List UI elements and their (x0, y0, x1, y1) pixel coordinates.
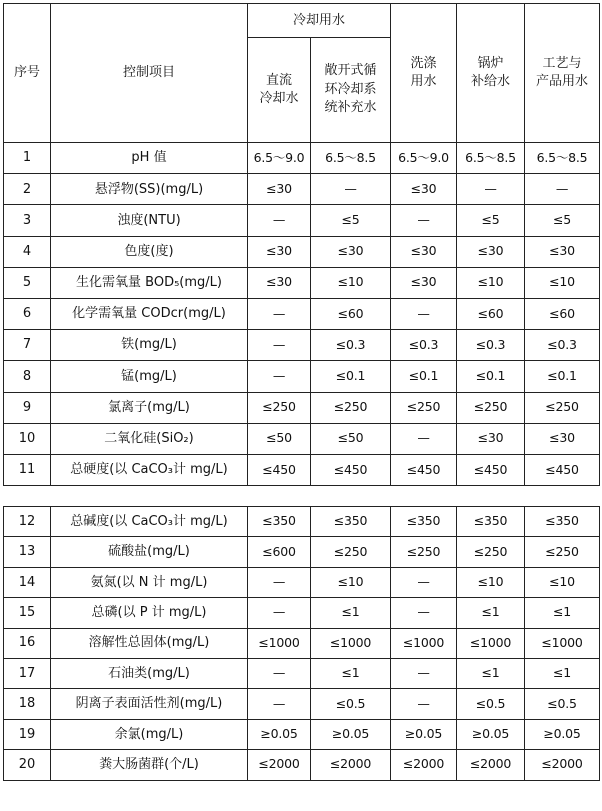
direct-cooling-value: — (248, 330, 311, 361)
process-value: ≤30 (525, 236, 600, 267)
boiler-value: ≤250 (457, 392, 525, 423)
direct-cooling-value: ≤350 (248, 507, 311, 537)
table-row (4, 598, 600, 628)
header-washing-water: 洗涤 用水 (391, 4, 457, 143)
direct-cooling-value: ≤250 (248, 392, 311, 423)
control-item: 铁(mg/L) (51, 330, 248, 361)
washing-value: — (391, 689, 457, 719)
boiler-value: ≤0.3 (457, 330, 525, 361)
washing-value: — (391, 567, 457, 597)
table-row (4, 330, 600, 361)
open-recirculating-value: ≤0.1 (311, 361, 391, 392)
row-number: 20 (4, 750, 51, 780)
washing-value: ≤250 (391, 392, 457, 423)
boiler-value: ≤60 (457, 298, 525, 329)
process-value: 6.5～8.5 (525, 143, 600, 174)
process-value: ≤2000 (525, 750, 600, 780)
header-cooling-water: 冷却用水 (248, 4, 391, 38)
process-value: ≤0.3 (525, 330, 600, 361)
direct-cooling-value: — (248, 689, 311, 719)
process-value: ≤250 (525, 537, 600, 567)
open-recirculating-value: ≤350 (311, 507, 391, 537)
direct-cooling-value: — (248, 598, 311, 628)
process-value: ≤10 (525, 267, 600, 298)
boiler-value: ≤30 (457, 423, 525, 454)
open-recirculating-value: ≤10 (311, 567, 391, 597)
control-item: 氨氮(以 N 计 mg/L) (51, 567, 248, 597)
control-item: 总碱度(以 CaCO₃计 mg/L) (51, 507, 248, 537)
open-recirculating-value: ≤1 (311, 598, 391, 628)
boiler-value: — (457, 174, 525, 205)
row-number: 15 (4, 598, 51, 628)
open-recirculating-value: ≤250 (311, 537, 391, 567)
control-item: 总硬度(以 CaCO₃计 mg/L) (51, 454, 248, 485)
control-item: 二氧化硅(SiO₂) (51, 423, 248, 454)
washing-value: — (391, 205, 457, 236)
open-recirculating-value: ≤1000 (311, 628, 391, 658)
direct-cooling-value: — (248, 298, 311, 329)
direct-cooling-value: ≤30 (248, 174, 311, 205)
control-item: 浊度(NTU) (51, 205, 248, 236)
water-quality-table-part2 (3, 506, 600, 781)
control-item: 悬浮物(SS)(mg/L) (51, 174, 248, 205)
boiler-value: ≤1 (457, 598, 525, 628)
header-process-water: 工艺与 产品用水 (525, 4, 600, 143)
water-quality-table-part1 (3, 3, 600, 486)
table-row (4, 689, 600, 719)
table-row (4, 174, 600, 205)
washing-value: ≤0.3 (391, 330, 457, 361)
boiler-value: ≤10 (457, 267, 525, 298)
table-row (4, 236, 600, 267)
open-recirculating-value: ≤1 (311, 658, 391, 688)
process-value: ≤1 (525, 658, 600, 688)
process-value: ≥0.05 (525, 719, 600, 749)
washing-value: ≤450 (391, 454, 457, 485)
direct-cooling-value: ≤30 (248, 267, 311, 298)
process-value: ≤1 (525, 598, 600, 628)
direct-cooling-value: — (248, 361, 311, 392)
table-row (4, 423, 600, 454)
header-direct-cooling-water: 直流 冷却水 (248, 38, 311, 143)
open-recirculating-value: ≤10 (311, 267, 391, 298)
boiler-value: ≤10 (457, 567, 525, 597)
process-value: ≤350 (525, 507, 600, 537)
process-value: ≤0.1 (525, 361, 600, 392)
open-recirculating-value: ≤250 (311, 392, 391, 423)
row-number: 7 (4, 330, 51, 361)
row-number: 2 (4, 174, 51, 205)
open-recirculating-value: ≤5 (311, 205, 391, 236)
process-value: ≤10 (525, 567, 600, 597)
table-row (4, 143, 600, 174)
row-number: 1 (4, 143, 51, 174)
row-number: 12 (4, 507, 51, 537)
table-row (4, 454, 600, 485)
direct-cooling-value: — (248, 205, 311, 236)
boiler-value: ≤0.5 (457, 689, 525, 719)
row-number: 8 (4, 361, 51, 392)
direct-cooling-value: ≤2000 (248, 750, 311, 780)
direct-cooling-value: ≥0.05 (248, 719, 311, 749)
washing-value: ≤30 (391, 174, 457, 205)
row-number: 19 (4, 719, 51, 749)
control-item: 生化需氧量 BOD₅(mg/L) (51, 267, 248, 298)
washing-value: ≤250 (391, 537, 457, 567)
boiler-value: ≤450 (457, 454, 525, 485)
washing-value: — (391, 598, 457, 628)
row-number: 17 (4, 658, 51, 688)
boiler-value: ≤30 (457, 236, 525, 267)
boiler-value: ≥0.05 (457, 719, 525, 749)
washing-value: ≥0.05 (391, 719, 457, 749)
open-recirculating-value: ≤2000 (311, 750, 391, 780)
header-boiler-feed-water: 锅炉 补给水 (457, 4, 525, 143)
control-item: 氯离子(mg/L) (51, 392, 248, 423)
direct-cooling-value: ≤30 (248, 236, 311, 267)
boiler-value: ≤1000 (457, 628, 525, 658)
process-value: ≤1000 (525, 628, 600, 658)
washing-value: 6.5～9.0 (391, 143, 457, 174)
control-item: 石油类(mg/L) (51, 658, 248, 688)
washing-value: ≤30 (391, 267, 457, 298)
table-row (4, 537, 600, 567)
boiler-value: ≤250 (457, 537, 525, 567)
table-body-part2 (4, 507, 600, 781)
open-recirculating-value: ≤50 (311, 423, 391, 454)
washing-value: — (391, 298, 457, 329)
table-row (4, 658, 600, 688)
table-row (4, 567, 600, 597)
table-body-part1 (4, 143, 600, 486)
control-item: 阴离子表面活性剂(mg/L) (51, 689, 248, 719)
table-row (4, 719, 600, 749)
table-row (4, 392, 600, 423)
process-value: ≤250 (525, 392, 600, 423)
control-item: pH 值 (51, 143, 248, 174)
direct-cooling-value: — (248, 567, 311, 597)
washing-value: ≤0.1 (391, 361, 457, 392)
open-recirculating-value: ≤450 (311, 454, 391, 485)
direct-cooling-value: 6.5～9.0 (248, 143, 311, 174)
control-item: 余氯(mg/L) (51, 719, 248, 749)
boiler-value: ≤1 (457, 658, 525, 688)
row-number: 14 (4, 567, 51, 597)
washing-value: ≤1000 (391, 628, 457, 658)
table-row (4, 628, 600, 658)
control-item: 溶解性总固体(mg/L) (51, 628, 248, 658)
row-number: 13 (4, 537, 51, 567)
boiler-value: ≤350 (457, 507, 525, 537)
process-value: ≤5 (525, 205, 600, 236)
row-number: 10 (4, 423, 51, 454)
process-value: ≤0.5 (525, 689, 600, 719)
row-number: 9 (4, 392, 51, 423)
row-number: 11 (4, 454, 51, 485)
direct-cooling-value: ≤600 (248, 537, 311, 567)
direct-cooling-value: ≤450 (248, 454, 311, 485)
washing-value: ≤2000 (391, 750, 457, 780)
table-row (4, 750, 600, 780)
open-recirculating-value: ≤30 (311, 236, 391, 267)
washing-value: — (391, 423, 457, 454)
control-item: 粪大肠菌群(个/L) (51, 750, 248, 780)
row-number: 3 (4, 205, 51, 236)
boiler-value: ≤0.1 (457, 361, 525, 392)
boiler-value: ≤2000 (457, 750, 525, 780)
table-row (4, 298, 600, 329)
table-row (4, 361, 600, 392)
row-number: 4 (4, 236, 51, 267)
process-value: — (525, 174, 600, 205)
direct-cooling-value: ≤50 (248, 423, 311, 454)
control-item: 总磷(以 P 计 mg/L) (51, 598, 248, 628)
row-number: 18 (4, 689, 51, 719)
open-recirculating-value: — (311, 174, 391, 205)
open-recirculating-value: ≥0.05 (311, 719, 391, 749)
header-seq: 序号 (4, 4, 51, 143)
boiler-value: 6.5～8.5 (457, 143, 525, 174)
washing-value: ≤30 (391, 236, 457, 267)
control-item: 锰(mg/L) (51, 361, 248, 392)
process-value: ≤60 (525, 298, 600, 329)
table-row (4, 267, 600, 298)
control-item: 化学需氧量 CODcr(mg/L) (51, 298, 248, 329)
process-value: ≤450 (525, 454, 600, 485)
washing-value: ≤350 (391, 507, 457, 537)
table-row (4, 507, 600, 537)
direct-cooling-value: — (248, 658, 311, 688)
row-number: 5 (4, 267, 51, 298)
process-value: ≤30 (525, 423, 600, 454)
open-recirculating-value: ≤0.5 (311, 689, 391, 719)
row-number: 6 (4, 298, 51, 329)
header-control-item: 控制项目 (51, 4, 248, 143)
table-row (4, 205, 600, 236)
control-item: 色度(度) (51, 236, 248, 267)
header-open-recirculating-makeup: 敞开式循 环冷却系 统补充水 (311, 38, 391, 143)
control-item: 硫酸盐(mg/L) (51, 537, 248, 567)
open-recirculating-value: ≤0.3 (311, 330, 391, 361)
open-recirculating-value: 6.5～8.5 (311, 143, 391, 174)
direct-cooling-value: ≤1000 (248, 628, 311, 658)
open-recirculating-value: ≤60 (311, 298, 391, 329)
boiler-value: ≤5 (457, 205, 525, 236)
washing-value: — (391, 658, 457, 688)
row-number: 16 (4, 628, 51, 658)
